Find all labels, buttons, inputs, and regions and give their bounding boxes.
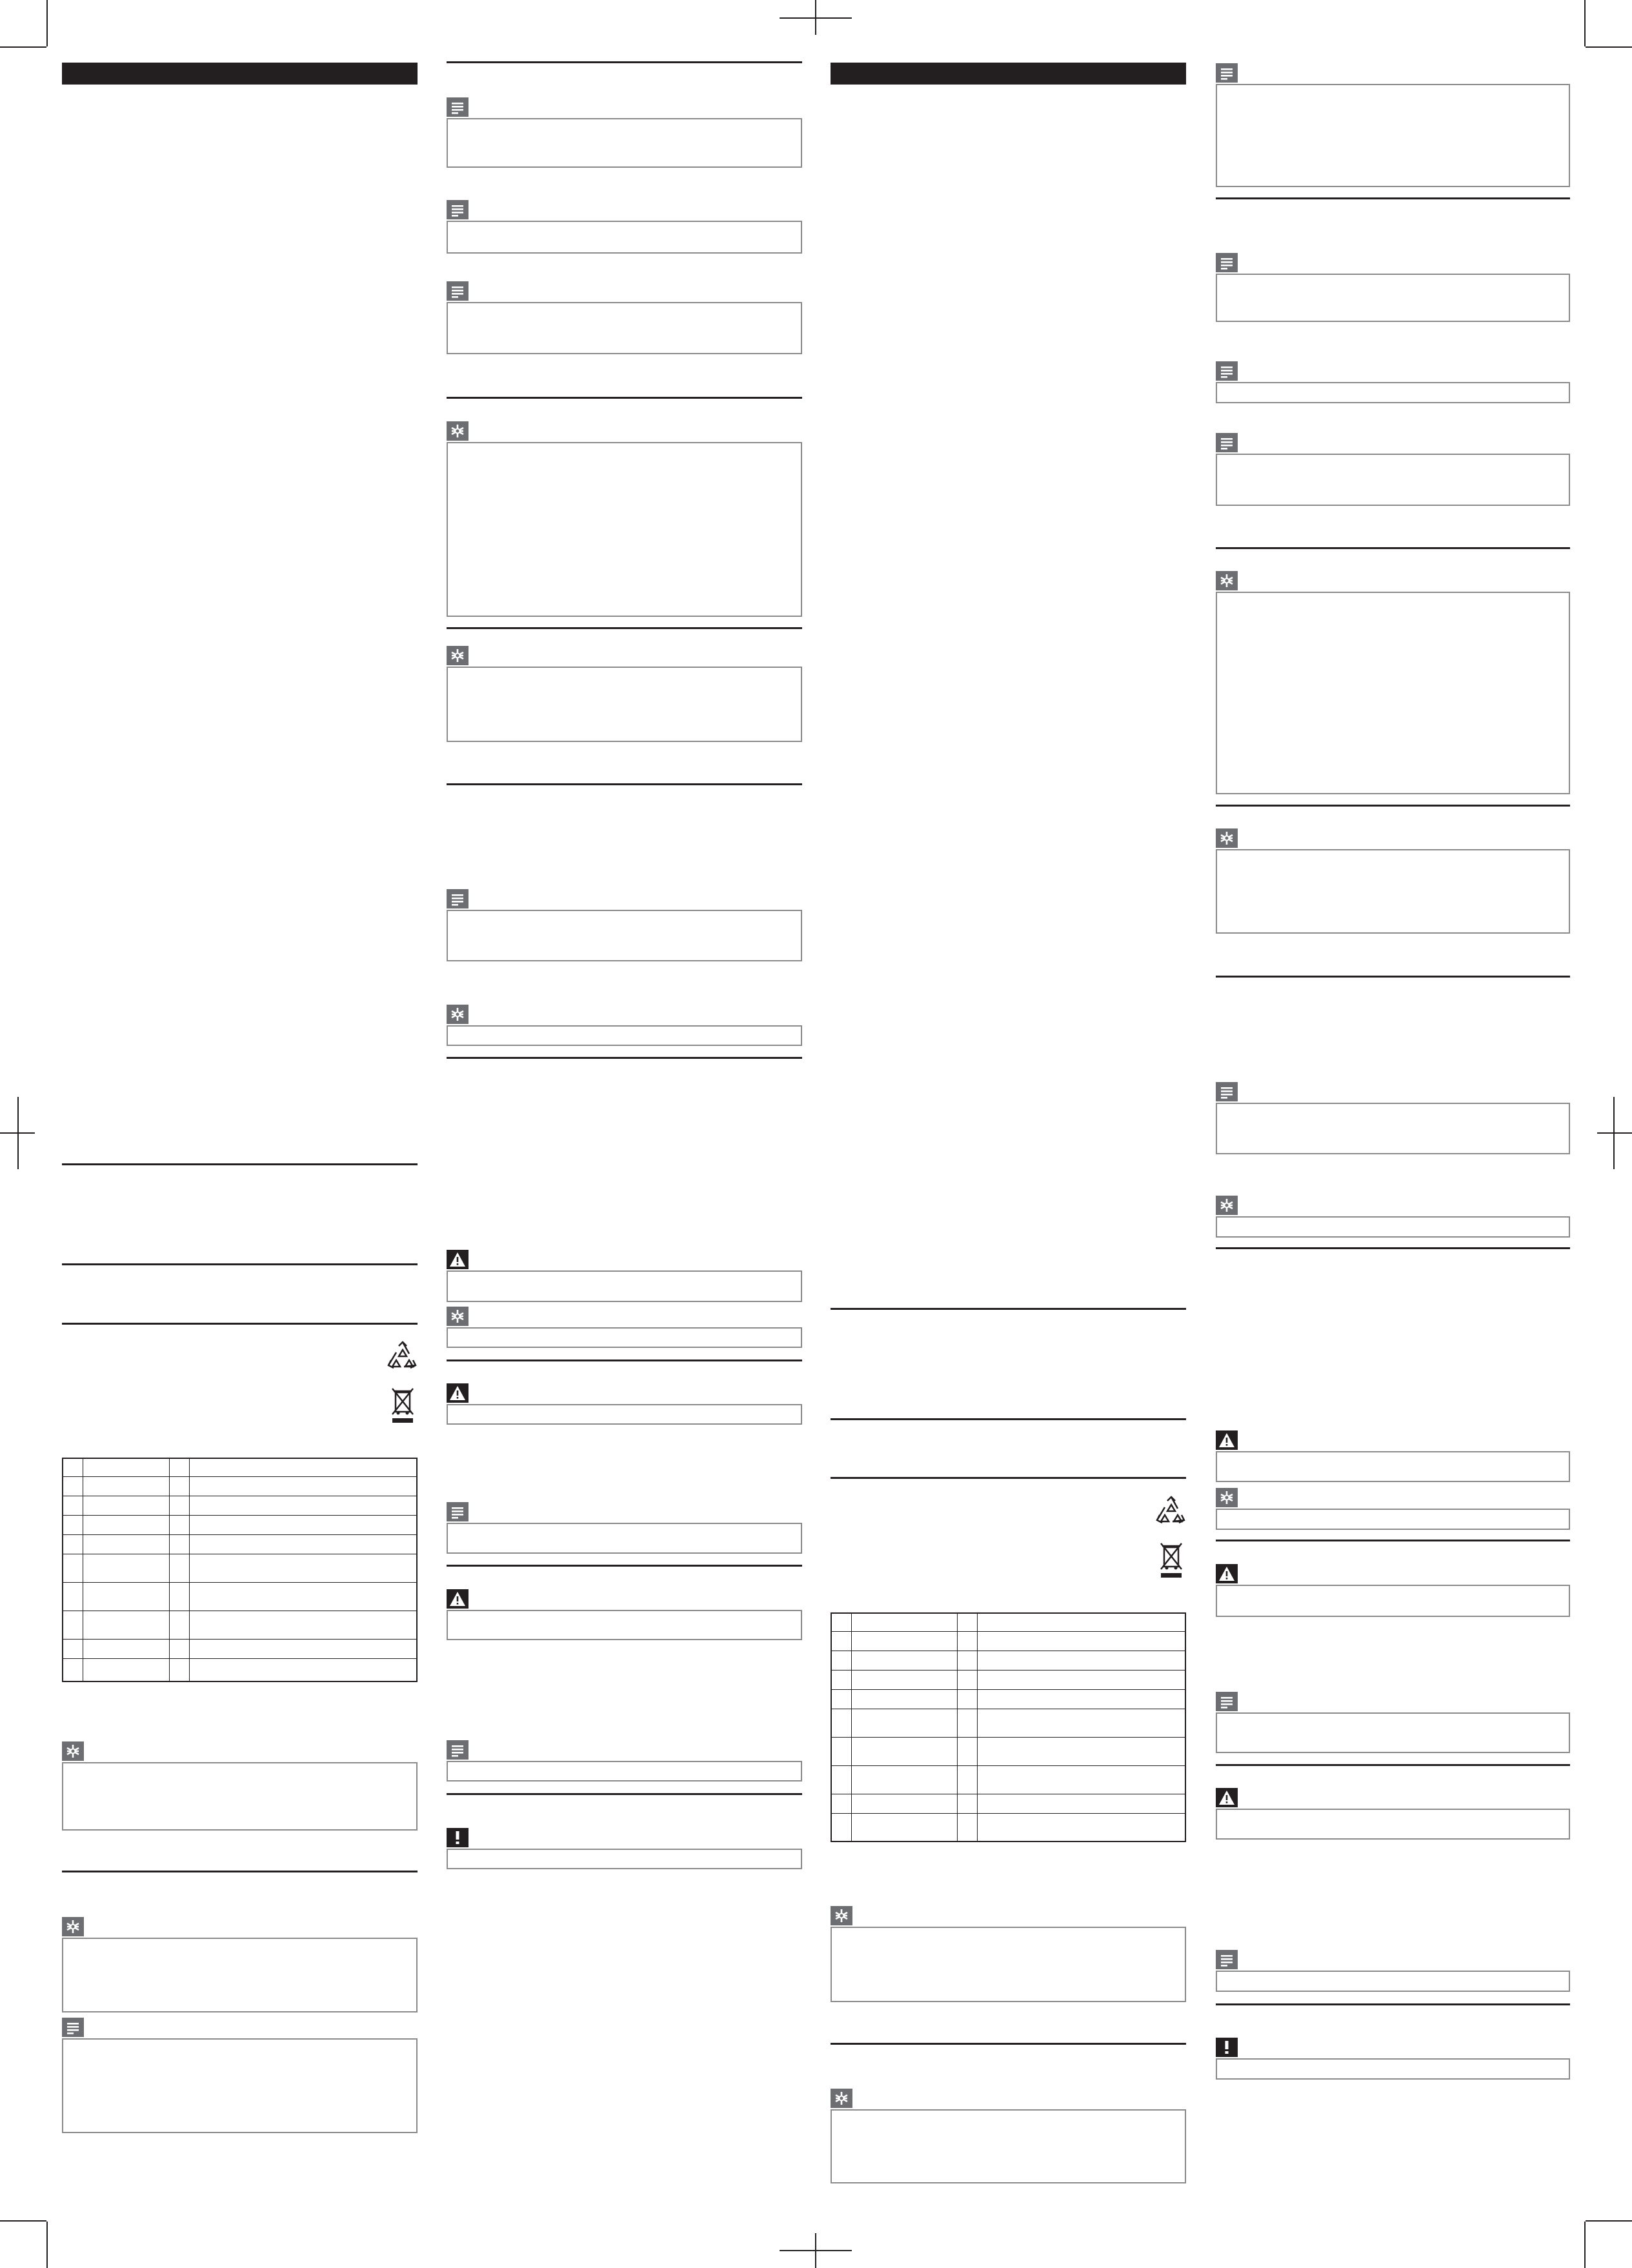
note-icon <box>447 97 468 117</box>
section-rule <box>831 2043 1186 2045</box>
section-rule <box>447 627 802 629</box>
crossed-bin-icon <box>1158 1541 1184 1578</box>
table-row <box>63 1515 417 1534</box>
section-rule <box>1216 1764 1570 1766</box>
crossed-bin-icon <box>390 1386 416 1423</box>
warning-icon <box>447 1250 468 1269</box>
table-row <box>63 1582 417 1611</box>
tip-icon <box>1216 1196 1238 1215</box>
tip-box <box>1216 1216 1570 1238</box>
section-rule <box>447 1793 802 1795</box>
tip-icon <box>1216 1488 1238 1507</box>
section-rule <box>447 1360 802 1361</box>
tip-icon <box>447 421 468 441</box>
section-rule <box>1216 976 1570 978</box>
tip-box <box>1216 1509 1570 1530</box>
note-box <box>447 302 802 354</box>
caution-icon <box>447 1828 468 1847</box>
section-rule <box>1216 2003 1570 2005</box>
note-icon <box>1216 1082 1238 1101</box>
table-row <box>831 1670 1185 1689</box>
section-rule <box>447 397 802 399</box>
note-box <box>1216 274 1570 322</box>
tip-icon <box>831 2089 852 2108</box>
warning-icon <box>447 1383 468 1403</box>
section-rule <box>1216 547 1570 549</box>
table-row <box>831 1794 1185 1813</box>
table-row <box>831 1765 1185 1794</box>
note-icon <box>1216 253 1238 272</box>
section-rule <box>62 1163 418 1165</box>
note-icon <box>447 200 468 219</box>
section-header-bar <box>831 63 1186 85</box>
section-rule <box>447 1057 802 1059</box>
note-icon <box>1216 433 1238 452</box>
warning-box <box>1216 1451 1570 1482</box>
table-row <box>63 1639 417 1658</box>
tip-icon <box>447 646 468 665</box>
section-rule <box>447 783 802 785</box>
note-box <box>1216 1103 1570 1154</box>
tip-box <box>447 442 802 617</box>
table-row <box>63 1534 417 1554</box>
note-box <box>447 1761 802 1781</box>
section-header-bar <box>62 63 418 85</box>
section-rule <box>831 1308 1186 1310</box>
table-row <box>63 1611 417 1639</box>
note-box <box>1216 84 1570 187</box>
note-icon <box>447 281 468 301</box>
tip-box <box>62 1938 418 2012</box>
parts-table <box>831 1612 1186 1842</box>
tip-icon <box>447 1307 468 1326</box>
note-box <box>1216 1712 1570 1753</box>
tip-icon <box>831 1906 852 1925</box>
section-rule <box>1216 197 1570 199</box>
warning-icon <box>1216 1788 1238 1807</box>
warning-icon <box>447 1589 468 1609</box>
table-row <box>831 1813 1185 1841</box>
section-rule <box>1216 1540 1570 1541</box>
recycle-icon <box>387 1341 418 1370</box>
note-icon <box>1216 63 1238 83</box>
section-rule <box>62 1323 418 1325</box>
warning-box <box>1216 1809 1570 1840</box>
note-box <box>1216 382 1570 403</box>
section-rule <box>447 61 802 63</box>
tip-box <box>447 1025 802 1046</box>
column-4 <box>1216 0 1632 2268</box>
section-rule <box>62 1871 418 1872</box>
caution-icon <box>1216 2038 1238 2057</box>
note-box <box>447 1523 802 1554</box>
parts-table <box>62 1458 418 1682</box>
warning-icon <box>1216 1430 1238 1450</box>
section-rule <box>447 1565 802 1567</box>
note-box <box>1216 1971 1570 1992</box>
note-icon <box>447 889 468 908</box>
note-icon <box>1216 1950 1238 1969</box>
section-rule <box>831 1418 1186 1420</box>
tip-icon <box>447 1005 468 1024</box>
note-box <box>447 910 802 961</box>
note-box <box>447 221 802 254</box>
table-row <box>831 1651 1185 1670</box>
note-icon <box>447 1502 468 1521</box>
caution-box <box>447 1849 802 1869</box>
tip-box <box>831 1927 1186 2002</box>
tip-box <box>1216 592 1570 794</box>
table-row <box>831 1613 1185 1631</box>
warning-box <box>447 1404 802 1425</box>
table-row <box>63 1658 417 1681</box>
section-rule <box>831 1477 1186 1479</box>
table-row <box>63 1458 417 1476</box>
note-icon <box>447 1740 468 1760</box>
note-icon <box>62 2018 84 2037</box>
table-row <box>63 1476 417 1496</box>
note-box <box>62 2038 418 2133</box>
column-3 <box>816 0 1216 2268</box>
table-row <box>831 1689 1185 1709</box>
column-1 <box>0 0 426 2268</box>
note-box <box>1216 454 1570 506</box>
section-rule <box>62 1263 418 1265</box>
tip-box <box>62 1762 418 1831</box>
note-icon <box>1216 361 1238 381</box>
tip-icon <box>62 1917 84 1936</box>
note-icon <box>1216 1692 1238 1711</box>
tip-icon <box>1216 828 1238 848</box>
warning-icon <box>1216 1564 1238 1583</box>
recycle-icon <box>1156 1496 1187 1525</box>
table-row <box>63 1496 417 1515</box>
tip-box <box>447 1327 802 1348</box>
caution-box <box>1216 2058 1570 2080</box>
warning-box <box>447 1610 802 1640</box>
section-rule <box>1216 805 1570 807</box>
table-row <box>831 1709 1185 1737</box>
table-row <box>63 1554 417 1582</box>
column-2 <box>426 0 816 2268</box>
warning-box <box>447 1270 802 1302</box>
tip-box <box>447 667 802 742</box>
table-row <box>831 1631 1185 1651</box>
tip-icon <box>1216 571 1238 590</box>
tip-box <box>831 2109 1186 2183</box>
section-rule <box>1216 1247 1570 1249</box>
tip-box <box>1216 849 1570 934</box>
warning-box <box>1216 1585 1570 1617</box>
note-box <box>447 118 802 168</box>
tip-icon <box>62 1741 84 1761</box>
table-row <box>831 1737 1185 1765</box>
